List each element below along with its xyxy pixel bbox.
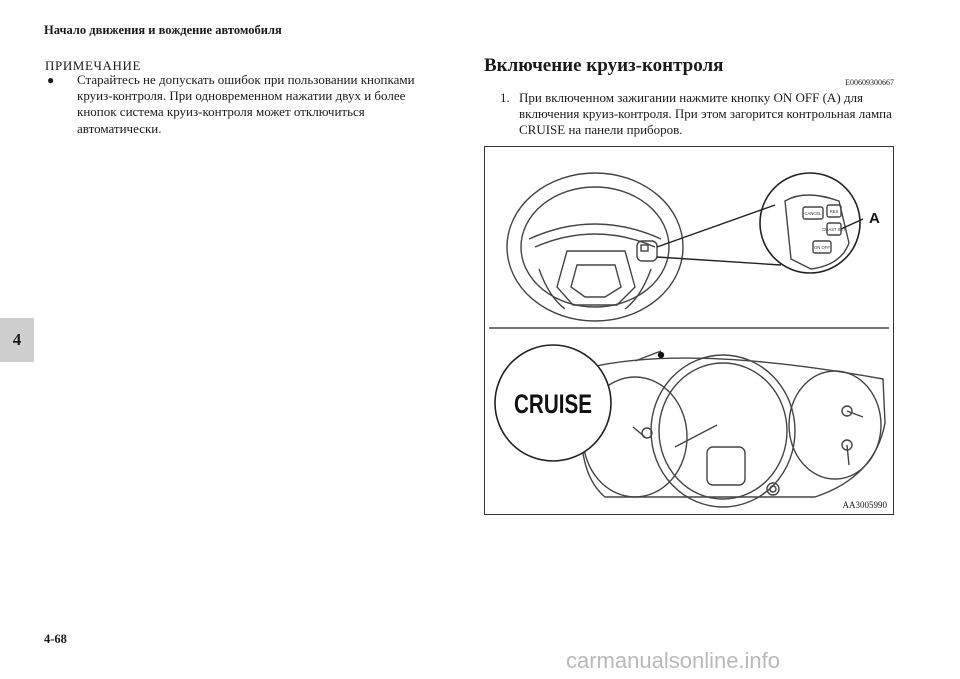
cancel-button-label: CANCEL <box>804 211 822 216</box>
onoff-button-label: ON OFF <box>814 245 830 250</box>
watermark: carmanualsonline.info <box>566 648 781 673</box>
note-text: Старайтесь не допускать ошибок при пользовании кнопками круиз-контроля. При одновременном нажатии двух и более кнопок система круиз-контроля может отключиться автоматически. <box>77 72 415 136</box>
steering-wheel-icon <box>507 173 683 321</box>
instrument-cluster-icon <box>581 355 885 507</box>
step-number: 1. <box>500 90 510 105</box>
switch-zoom-icon <box>760 173 860 273</box>
cruise-control-figure <box>484 146 894 515</box>
cruise-label: CRUISE <box>514 389 592 419</box>
cruise-illustration <box>485 147 893 514</box>
res-button-label: RES <box>829 209 839 214</box>
note-heading: ПРИМЕЧАНИЕ <box>45 58 142 73</box>
page-number: 4-68 <box>44 632 67 646</box>
page-header-title: Начало движения и вождение автомобиля <box>44 23 282 37</box>
section-code: E00609300667 <box>845 78 894 87</box>
set-button-label: COAST SET <box>822 227 846 232</box>
step-item <box>500 90 900 139</box>
indicator-dot-icon <box>658 352 664 358</box>
note-item <box>47 72 447 137</box>
chapter-tab: 4 <box>0 318 34 362</box>
bullet-icon: ● <box>47 73 55 87</box>
callout-a-label: A <box>869 210 880 227</box>
section-title: Включение круиз-контроля <box>484 55 724 76</box>
figure-code: AA3005990 <box>842 500 887 510</box>
step-text: При включенном зажигании нажмите кнопку ON OFF (A) для включения круиз-контроля. При этом загорится контрольная лампа CRUISE на панели приборов. <box>519 90 892 138</box>
